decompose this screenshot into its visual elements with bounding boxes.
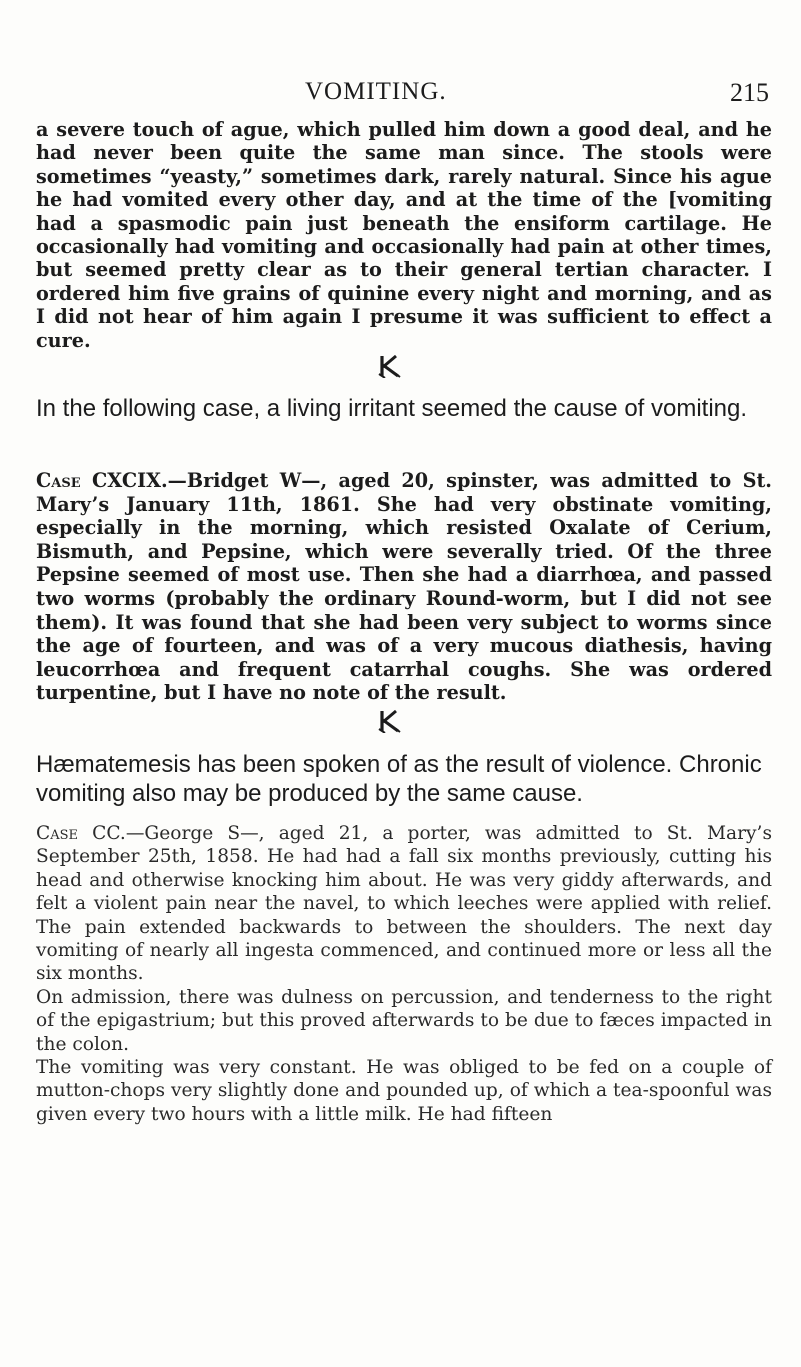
- case-cc-paragraph-2: On admission, there was dulness on percussion, and tenderness to the right of the epigastrium; but this proved afterwards to be due to fæces impacted in the colon.: [36, 986, 772, 1055]
- case-cc-paragraph-3: The vomiting was very constant. He was obliged to be fed on a couple of mutton-chops very slightly done and pounded up, of which a tea-spoonful was given every two hours with a little milk. He had fifteen: [36, 1057, 772, 1125]
- case-label: Case CC.: [36, 823, 126, 844]
- continuation-paragraph: a severe touch of ague, which pulled him down a good deal, and he had never been quite the same man since. The stools were sometimes “yeasty,” sometimes dark, rarely natural. Since his ague he had vomited every other day, and at the time of the [vomiting had a spasmodic pain just beneath the ensiform cartilage. He occasionally had vomiting and occasionally had pain at other times, but seemed pretty clear as to their general tertian character. I ordered him five grains of quinine every night and morning, and as I did not hear of him again I presume it was sufficient to effect a cure.: [36, 118, 772, 352]
- running-head: VOMITING.: [305, 78, 447, 105]
- case-text: —George S—, aged 21, a porter, was admitted to St. Mary’s September 25th, 1858. He had had a fall six months previously, cutting his head and otherwise knocking him about. He was very giddy afterwards, and felt a violent pain near the navel, to which leeches were applied with relief. The pain extended backwards to between the shoulders. The next day vomiting of nearly all ingesta commenced, and continued more or less all the six months.: [36, 823, 772, 985]
- section-intro-violence: Hæmatemesis has been spoken of as the result of violence. Chronic vomiting also may be produced by the same cause.: [36, 751, 762, 807]
- case-label: Case CXCIX.: [36, 469, 168, 492]
- page-header: [0, 78, 801, 112]
- case-cc-paragraph-1: [36, 822, 772, 986]
- page-number: 215: [730, 78, 769, 107]
- section-intro-living-irritant: In the following case, a living irritant seemed the cause of vomiting.: [36, 395, 748, 422]
- asterism-ornament-icon: [376, 354, 402, 378]
- case-text: —Bridget W—, aged 20, spinster, was admitted to St. Mary’s January 11th, 1861. She had very obstinate vomiting, especially in the morning, which resisted Oxalate of Cerium, Bismuth, and Pepsine, which were severally tried. Of the three Pepsine seemed of most use. Then she had a diarrhœa, and passed two worms (probably the ordinary Round-worm, but I did not see them). It was found that she had been very subject to worms since the age of fourteen, and was of a very mucous diathesis, having leucorrhœa and frequent catarrhal coughs. She was ordered turpentine, but I have no note of the result.: [36, 469, 772, 705]
- case-cxcix-paragraph: [36, 469, 772, 705]
- asterism-ornament-icon: [376, 709, 402, 733]
- case-cc-text: [36, 822, 772, 1126]
